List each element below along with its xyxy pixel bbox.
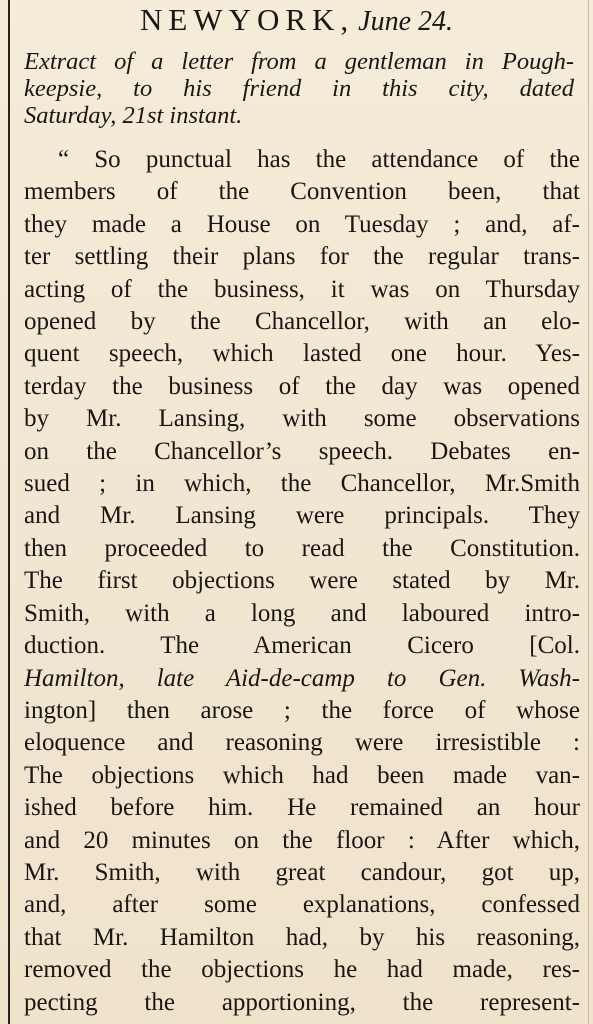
dateline [0, 2, 593, 46]
text-line: eloquence and reasoning were irresistible : [24, 729, 580, 757]
dateline-place: NEWYORK, [139, 2, 355, 37]
text-line: they made a House on Tuesday ; and, af- [24, 210, 580, 238]
text-line: ter settling their plans for the regular trans- [24, 243, 580, 271]
text-line: members of the Convention been, that [24, 178, 580, 206]
text-line: opened by the Chancellor, with an elo- [24, 308, 580, 336]
text-line: ished before him. He remained an hour [24, 794, 580, 822]
column-rule-right [588, 0, 589, 1024]
text-line: then proceeded to read the Constitution. [24, 534, 580, 562]
text-line: duction. The American Cicero [Col. [24, 632, 580, 660]
text-line: on the Chancellor’s speech. Debates en- [24, 437, 580, 465]
text-line: “ So punctual has the attendance of the [58, 146, 580, 173]
text-line: acting of the business, it was on Thursday [24, 275, 580, 303]
intro-line: Extract of a letter from a gentleman in Pough- [24, 48, 574, 75]
text-line: that Mr. Hamilton had, by his reasoning, [24, 923, 580, 951]
text-line: terday the business of the day was opened [24, 372, 580, 400]
text-line: ington] then arose ; the force of whose [24, 696, 580, 724]
text-line: Smith, with a long and laboured intro- [24, 599, 580, 627]
text-line: pecting the apportioning, the represent- [24, 988, 580, 1016]
column-rule-left [8, 0, 10, 1024]
text-line: removed the objections he had made, res- [24, 956, 580, 984]
text-line: by Mr. Lansing, with some observations [24, 405, 580, 433]
letter-intro [24, 48, 574, 129]
text-line: and Mr. Lansing were principals. They [24, 502, 580, 530]
intro-line: Saturday, 21st instant. [24, 102, 243, 129]
text-line: Hamilton, late Aid-de-camp to Gen. Wash- [24, 664, 580, 692]
text-line: sued ; in which, the Chancellor, Mr.Smith [24, 470, 580, 498]
text-line: The objections which had been made van- [24, 761, 580, 789]
text-line: The first objections were stated by Mr. [24, 567, 580, 595]
text-line: Mr. Smith, with great candour, got up, [24, 858, 580, 886]
text-line: and 20 minutes on the floor : After which, [24, 826, 580, 854]
letter-body [24, 144, 580, 1019]
text-line: and, after some explanations, confessed [24, 891, 580, 919]
intro-line: keepsie, to his friend in this city, dated [24, 75, 574, 102]
dateline-date: June 24. [358, 6, 454, 37]
text-line: quent speech, which lasted one hour. Yes- [24, 340, 580, 368]
